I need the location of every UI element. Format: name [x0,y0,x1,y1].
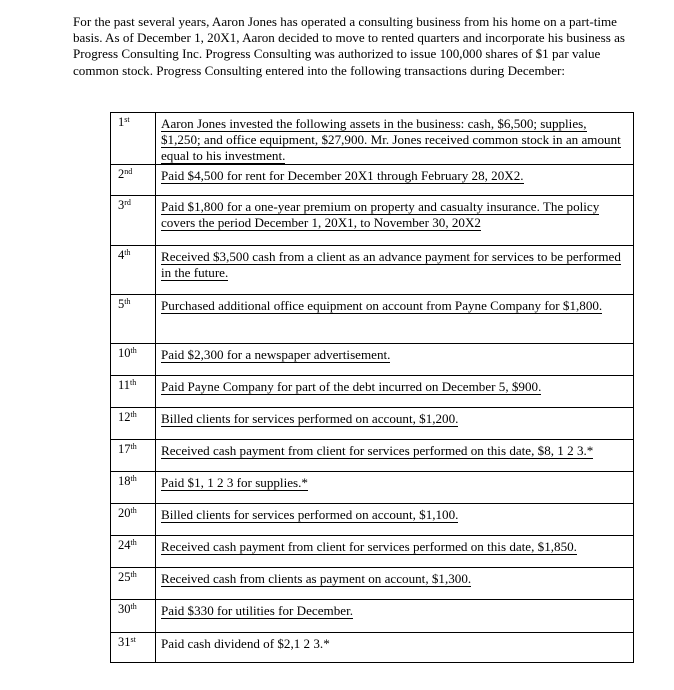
transaction-day: 12th [111,408,156,440]
transaction-row [111,440,634,472]
transaction-day: 25th [111,568,156,600]
transaction-row [111,536,634,568]
transaction-row [111,633,634,663]
transaction-description: Paid $1,800 for a one-year premium on property and casualty insurance. The policy covers the period December 1, 20X1, to November 30, 20X2 [156,196,634,246]
transaction-description: Billed clients for services performed on account, $1,200. [156,408,634,440]
transaction-day: 24th [111,536,156,568]
transaction-day: 30th [111,600,156,633]
transaction-day: 10th [111,344,156,376]
transaction-day: 20th [111,504,156,536]
transaction-row [111,295,634,344]
transactions-table [110,112,634,663]
transaction-row [111,504,634,536]
transaction-description: Paid Payne Company for part of the debt incurred on December 5, $900. [156,376,634,408]
transaction-description: Paid $1, 1 2 3 for supplies.* [156,472,634,504]
transaction-description: Received cash payment from client for services performed on this date, $8, 1 2 3.* [156,440,634,472]
intro-paragraph: For the past several years, Aaron Jones has operated a consulting business from his home on a part-time basis. As of December 1, 20X1, Aaron decided to move to rented quarters and incorporate his business as Progress Consulting Inc. Progress Consulting was authorized to issue 100,000 shares of $1 par value common stock. Progress Consulting entered into the following transactions during December: [73,14,625,78]
transaction-row [111,165,634,196]
transaction-description: Received cash payment from client for services performed on this date, $1,850. [156,536,634,568]
transaction-day: 11th [111,376,156,408]
transaction-description: Paid $4,500 for rent for December 20X1 through February 28, 20X2. [156,165,634,196]
transaction-day: 4th [111,246,156,295]
transaction-row [111,113,634,165]
transaction-day: 5th [111,295,156,344]
transaction-row [111,376,634,408]
transaction-description: Paid $2,300 for a newspaper advertisement. [156,344,634,376]
transaction-day: 18th [111,472,156,504]
transaction-row [111,568,634,600]
transaction-day: 31st [111,633,156,663]
transaction-row [111,246,634,295]
transaction-row [111,196,634,246]
transaction-day: 2nd [111,165,156,196]
transaction-row [111,408,634,440]
transaction-description: Aaron Jones invested the following assets in the business: cash, $6,500; supplies, $1,250; and office equipment, $27,900. Mr. Jones received common stock in an amount equal to his investment. [156,113,634,165]
transaction-description: Paid cash dividend of $2,1 2 3.* [156,633,634,663]
transaction-description: Received cash from clients as payment on account, $1,300. [156,568,634,600]
transaction-row [111,600,634,633]
transaction-description: Paid $330 for utilities for December. [156,600,634,633]
transaction-day: 17th [111,440,156,472]
transaction-description: Billed clients for services performed on account, $1,100. [156,504,634,536]
transaction-day: 3rd [111,196,156,246]
transactions-body [111,113,634,663]
transaction-day: 1st [111,113,156,165]
transaction-row [111,472,634,504]
transaction-description: Received $3,500 cash from a client as an advance payment for services to be performed in the future. [156,246,634,295]
transaction-row [111,344,634,376]
transaction-description: Purchased additional office equipment on account from Payne Company for $1,800. [156,295,634,344]
